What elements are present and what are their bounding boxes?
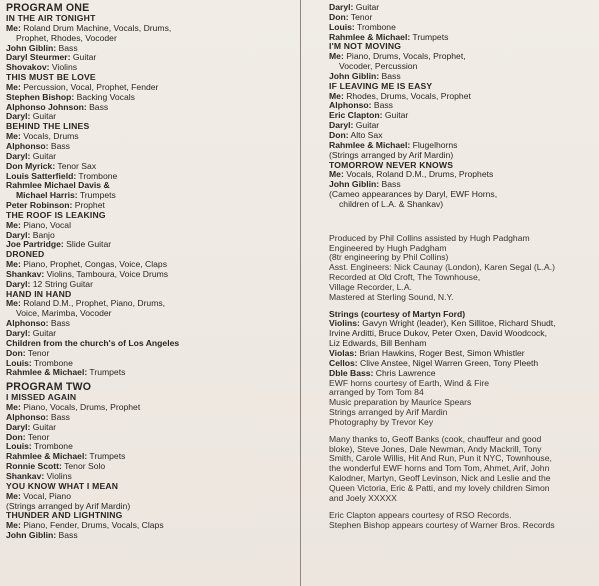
credit-role: Brian Hawkins, Roger Best, Simon Whistler bbox=[357, 348, 525, 358]
text-line: Recorded at Old Croft, The Townhouse, bbox=[329, 272, 481, 283]
credit-role: Chris Lawrence bbox=[373, 367, 436, 378]
credit-name: Cellos: bbox=[329, 357, 358, 368]
credit-role: Guitar bbox=[353, 120, 380, 131]
text-line: Village Recorder, L.A. bbox=[329, 281, 412, 292]
credit-name: Don: bbox=[329, 11, 349, 22]
credit-role: Vocoder, Percussion bbox=[339, 61, 418, 72]
credit-role: Bass bbox=[371, 100, 393, 111]
program-one-heading: PROGRAM ONE bbox=[6, 2, 90, 14]
credit-name: Joe Partridge: bbox=[6, 239, 64, 250]
credit-role: Prophet bbox=[72, 200, 105, 211]
credit-role: Vocals, Roland D.M., Drums, Prophets bbox=[343, 169, 494, 180]
credit-name: Me: bbox=[6, 259, 21, 270]
song-title: IF LEAVING ME IS EASY bbox=[329, 80, 433, 91]
credit-role: Liz Edwards, Bill Benham bbox=[329, 338, 427, 349]
song-block bbox=[6, 14, 296, 73]
courtesy-notes bbox=[329, 511, 595, 531]
credit-role: Trombone bbox=[31, 357, 73, 368]
credit-role: Banjo bbox=[30, 229, 55, 240]
credit-name: Louis: bbox=[329, 21, 355, 32]
song-block bbox=[6, 211, 296, 250]
song-title: BEHIND THE LINES bbox=[6, 121, 90, 132]
strings-heading: Strings (courtesy of Martyn Ford) bbox=[329, 308, 466, 319]
credit-role: Piano, Fender, Drums, Vocals, Claps bbox=[20, 520, 164, 531]
left-column bbox=[6, 3, 296, 541]
credit-name: Shovakov: bbox=[6, 62, 50, 73]
credit-role: 12 String Guitar bbox=[30, 278, 93, 289]
credit-name: Stephen Bishop: bbox=[6, 91, 75, 102]
credit-role: (Strings arranged by Arif Mardin) bbox=[6, 500, 131, 511]
credit-role: Guitar bbox=[353, 2, 380, 12]
credit-role: Trumpets bbox=[87, 367, 126, 378]
song-title: THIS MUST BE LOVE bbox=[6, 72, 96, 83]
credit-role: Trumpets bbox=[87, 451, 126, 462]
credit-role: Guitar bbox=[382, 110, 409, 121]
credit-name: Louis: bbox=[6, 441, 32, 452]
song-block bbox=[329, 161, 595, 210]
strings-credits bbox=[329, 319, 595, 378]
credit-name: Alphonso: bbox=[6, 411, 49, 422]
song-title: TOMORROW NEVER KNOWS bbox=[329, 159, 454, 170]
song-block bbox=[329, 42, 595, 81]
credit-name: Me: bbox=[6, 81, 21, 92]
credit-name: Alphonso Johnson: bbox=[6, 101, 87, 112]
text-line: Music preparation by Maurice Spears bbox=[329, 397, 472, 408]
credit-role: Tenor Sax bbox=[55, 160, 97, 171]
credit-name: Children from the church's of Los Angeles bbox=[6, 337, 180, 348]
text-line: arranged by Tom Tom 84 bbox=[329, 387, 424, 398]
credit-line bbox=[6, 368, 296, 378]
credit-role: Bass bbox=[379, 179, 401, 190]
song-block bbox=[6, 122, 296, 211]
credit-role: (Cameo appearances by Daryl, EWF Horns, bbox=[329, 189, 498, 200]
credit-name: Don Myrick: bbox=[6, 160, 56, 171]
credit-role: Tenor bbox=[348, 11, 373, 22]
credit-role: Tenor bbox=[25, 347, 50, 358]
credit-name: Rahmlee & Michael: bbox=[6, 451, 88, 462]
song-block bbox=[6, 290, 296, 379]
credit-role: Piano, Prophet, Congas, Voice, Claps bbox=[20, 259, 167, 270]
song-title: THUNDER AND LIGHTNING bbox=[6, 510, 123, 521]
credit-name: Me: bbox=[6, 490, 21, 501]
credit-name: Daryl Steurmer: bbox=[6, 52, 71, 63]
credit-name: John Giblin: bbox=[329, 179, 380, 190]
credit-role: Guitar bbox=[30, 111, 57, 122]
credit-role: Guitar bbox=[30, 421, 57, 432]
credit-role: Violins bbox=[44, 470, 72, 481]
song-title: YOU KNOW WHAT I MEAN bbox=[6, 480, 119, 491]
credit-name: Shankav: bbox=[6, 470, 45, 481]
credit-line bbox=[6, 531, 296, 541]
credit-role: Piano, Vocal bbox=[20, 219, 71, 230]
credit-role: Slide Guitar bbox=[63, 239, 112, 250]
credit-role: Bass bbox=[56, 530, 78, 541]
song-block bbox=[6, 250, 296, 289]
song-title: I'M NOT MOVING bbox=[329, 41, 402, 52]
credit-name: Daryl: bbox=[6, 111, 31, 122]
credit-role: Violins, Tamboura, Voice Drums bbox=[44, 268, 169, 279]
credit-name: Shankav: bbox=[6, 268, 45, 279]
credit-name: Alphonso: bbox=[6, 140, 49, 151]
credit-name: John Giblin: bbox=[6, 530, 57, 541]
text-line: Kalodner, Martyn, Geoff Levinson, Nick and Leslie and the bbox=[329, 473, 551, 484]
credit-role: Roland D.M., Prophet, Piano, Drums, bbox=[20, 298, 166, 309]
credit-role: Guitar bbox=[70, 52, 97, 63]
credit-line bbox=[6, 423, 296, 433]
song-block bbox=[6, 511, 296, 541]
credit-name: Me: bbox=[329, 169, 344, 180]
program-two-songs bbox=[6, 393, 296, 541]
credit-name: Don: bbox=[6, 347, 26, 358]
credit-line bbox=[6, 240, 296, 250]
credit-name: John Giblin: bbox=[329, 70, 380, 81]
credit-role: Percussion, Vocal, Prophet, Fender bbox=[20, 81, 159, 92]
credit-name: Violas: bbox=[329, 348, 358, 358]
credit-name: Daryl: bbox=[6, 278, 31, 289]
text-line: Queen Victoria, Eric & Patti, and my lovely children Simon bbox=[329, 482, 550, 493]
credit-role: Rhodes, Drums, Vocals, Prophet bbox=[343, 90, 471, 101]
credit-name: Louis: bbox=[6, 357, 32, 368]
credit-role: Violins bbox=[49, 62, 78, 73]
credit-role: Bass bbox=[379, 70, 401, 81]
credit-role: Tenor Solo bbox=[61, 461, 106, 472]
credit-role: Bass bbox=[56, 42, 78, 53]
credit-name: Rahmlee & Michael: bbox=[329, 31, 411, 42]
song-title: DRONED bbox=[6, 249, 45, 260]
credit-role: (Strings arranged by Arif Mardin) bbox=[329, 149, 454, 160]
thanks-paragraph bbox=[329, 435, 595, 504]
credit-name: Me: bbox=[6, 22, 21, 33]
production-credits bbox=[329, 234, 595, 303]
credit-role: Bass bbox=[86, 101, 109, 112]
program-two-heading: PROGRAM TWO bbox=[6, 381, 92, 394]
credit-name: Rahmlee & Michael: bbox=[6, 367, 88, 378]
song-block bbox=[6, 73, 296, 122]
credit-role: Clive Anstee, Nigel Warren Green, Tony Pleeth bbox=[357, 357, 539, 368]
credit-role: Irvine Arditti, Bruce Dukov, Peter Oxen, David Woodcock, bbox=[329, 328, 547, 339]
credit-name: Me: bbox=[6, 520, 21, 531]
credit-name: Peter Robinson: bbox=[6, 200, 73, 211]
credit-name: Louis Satterfield: bbox=[6, 170, 77, 181]
credit-name: Alphonso: bbox=[329, 100, 372, 111]
credit-name: Daryl: bbox=[329, 2, 354, 12]
credit-role: Prophet, Rhodes, Vocoder bbox=[16, 32, 117, 43]
credit-name: Don: bbox=[6, 431, 26, 442]
credit-name: Rahmlee Michael Davis & bbox=[6, 180, 110, 191]
text-line: Smith, Carole Willis, Hit And Run, Pun it NYC, Townhouse, bbox=[329, 453, 552, 464]
song-title: IN THE AIR TONIGHT bbox=[6, 13, 96, 23]
text-line: Stephen Bishop appears courtesy of Warner Bros. Records bbox=[329, 519, 555, 530]
song-block bbox=[6, 482, 296, 512]
credit-role: Guitar bbox=[30, 150, 57, 161]
song-block bbox=[6, 393, 296, 482]
credit-role: Piano, Drums, Vocals, Prophet, bbox=[343, 51, 466, 62]
song-block bbox=[329, 82, 595, 161]
credit-role: children of L.A. & Shankav) bbox=[339, 198, 444, 209]
credit-name: Me: bbox=[6, 219, 21, 230]
credit-name: Eric Clapton: bbox=[329, 110, 383, 121]
credit-name: Me: bbox=[6, 131, 21, 142]
credit-role: Flugelhorns bbox=[410, 139, 458, 150]
credit-role: Vocal, Piano bbox=[20, 490, 71, 501]
credit-line bbox=[329, 200, 595, 210]
credit-role: Tenor bbox=[25, 431, 50, 442]
credit-name: Daryl: bbox=[329, 120, 354, 131]
credit-role: Piano, Vocals, Drums, Prophet bbox=[20, 402, 141, 413]
credit-name: Michael Harris: bbox=[16, 190, 78, 201]
song-title: HAND IN HAND bbox=[6, 288, 72, 299]
credit-name: Me: bbox=[6, 298, 21, 309]
song-title: THE ROOF IS LEAKING bbox=[6, 209, 106, 220]
text-line: Mastered at Sterling Sound, N.Y. bbox=[329, 291, 454, 302]
credit-role: Bass bbox=[48, 318, 70, 329]
credit-line bbox=[6, 339, 296, 349]
credit-name: Dble Bass: bbox=[329, 367, 374, 378]
credit-name: Daryl: bbox=[6, 229, 31, 240]
text-line: EWF horns courtesy of Earth, Wind & Fire bbox=[329, 377, 489, 388]
credit-role: Trumpets bbox=[410, 31, 449, 42]
text-line: Strings arranged by Arif Mardin bbox=[329, 407, 448, 418]
credit-name: Daryl: bbox=[6, 328, 31, 338]
credit-role: Backing Vocals bbox=[74, 91, 135, 102]
credit-name: Me: bbox=[329, 90, 344, 101]
text-line: Produced by Phil Collins assisted by Hugh Padgham bbox=[329, 232, 530, 243]
credit-name: Alphonso: bbox=[6, 318, 49, 329]
credit-role: Alto Sax bbox=[348, 129, 383, 140]
credit-role: Voice, Marimba, Vocoder bbox=[16, 308, 112, 319]
text-line: Many thanks to, Geoff Banks (cook, chauffeur and good bbox=[329, 433, 542, 444]
credit-role: Gavyn Wright (leader), Ken Sillitoe, Richard Shudt, bbox=[359, 318, 556, 329]
credit-role: Trumpets bbox=[77, 190, 116, 201]
credit-name: Ronnie Scott: bbox=[6, 461, 62, 472]
misc-credits bbox=[329, 379, 595, 428]
text-line: (8tr engineering by Phil Collins) bbox=[329, 252, 449, 263]
text-line: and Joely XXXXX bbox=[329, 492, 397, 503]
credit-role: Trombone bbox=[76, 170, 118, 181]
credit-name: Me: bbox=[6, 402, 21, 413]
credit-name: Rahmlee & Michael: bbox=[329, 139, 411, 150]
credit-role: Guitar bbox=[30, 328, 57, 338]
credit-role: Roland Drum Machine, Vocals, Drums, bbox=[20, 22, 172, 33]
text-line: Asst. Engineers: Nick Caunay (London), Karen Segal (L.A.) bbox=[329, 262, 555, 273]
credit-role: Trombone bbox=[31, 441, 73, 452]
right-column bbox=[329, 3, 595, 530]
column-divider bbox=[300, 0, 301, 586]
text-line: Photography by Trevor Key bbox=[329, 416, 434, 427]
text-line: Eric Clapton appears courtesy of RSO Records. bbox=[329, 509, 512, 520]
credit-name: Don: bbox=[329, 129, 349, 140]
song-title: I MISSED AGAIN bbox=[6, 392, 77, 403]
credit-name: John Giblin: bbox=[6, 42, 57, 53]
right-songs bbox=[329, 42, 595, 209]
credit-role: Trombone bbox=[354, 21, 396, 32]
credit-role: Bass bbox=[48, 140, 70, 151]
credit-name: Daryl: bbox=[6, 421, 31, 432]
text-line: Engineered by Hugh Padgham bbox=[329, 242, 447, 253]
text-line: bloke), Steve Jones, Dale Newman, Andy Mackrill, Tony bbox=[329, 443, 542, 454]
credit-name: Daryl: bbox=[6, 150, 31, 161]
credit-role: Vocals, Drums bbox=[20, 131, 79, 142]
continued-credits bbox=[329, 3, 595, 42]
credit-name: Me: bbox=[329, 51, 344, 62]
program-one-songs bbox=[6, 14, 296, 378]
text-line: the wonderful EWF horns and Tom Tom, Ahmet, Arif, John bbox=[329, 463, 550, 474]
credit-name: Violins: bbox=[329, 318, 360, 329]
credit-role: Bass bbox=[48, 411, 70, 422]
